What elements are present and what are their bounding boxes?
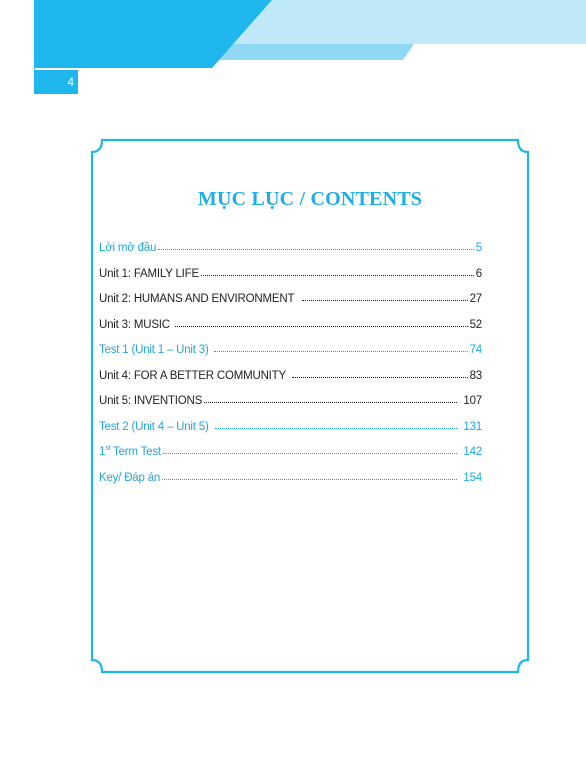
page-title: MỤC LỤC / CONTENTS (197, 188, 423, 210)
toc-entry-label: Test 1 (Unit 1 – Unit 3) (99, 344, 209, 356)
toc-entry-label: Lời mở đầu (99, 242, 157, 254)
toc-entry-page: 27 (469, 293, 482, 305)
toc-entry-page: 74 (469, 344, 482, 356)
dot-leader (201, 275, 474, 276)
dot-leader (302, 300, 467, 301)
toc-entry-page: 52 (469, 318, 482, 331)
toc-entry-test-2[interactable] (99, 421, 482, 447)
dot-leader (215, 428, 458, 429)
toc-entry-page: 6 (475, 267, 482, 280)
dot-leader (163, 453, 458, 454)
toc-entry-unit-1[interactable] (99, 268, 482, 294)
toc-entry-preface[interactable] (99, 242, 482, 268)
dot-leader (292, 377, 468, 378)
toc-entry-page: 142 (463, 446, 482, 458)
toc-entry-test-1[interactable] (99, 344, 482, 370)
toc-entry-label: 1st Term Test (99, 445, 161, 458)
toc-entry-label: Unit 2: HUMANS AND ENVIRONMENT (99, 293, 295, 305)
toc-entry-page: 154 (463, 471, 482, 484)
table-of-contents (99, 242, 482, 497)
toc-entry-answer-key[interactable] (99, 472, 482, 498)
toc-entry-first-term-test[interactable] (99, 446, 482, 472)
toc-entry-page: 83 (469, 369, 482, 382)
dot-leader (158, 249, 474, 250)
dot-leader (204, 402, 457, 403)
header-banner (0, 0, 586, 100)
page-number: 4 (34, 70, 78, 94)
toc-entry-unit-2[interactable] (99, 293, 482, 319)
toc-entry-label: Unit 4: FOR A BETTER COMMUNITY (99, 369, 286, 382)
dot-leader (162, 479, 457, 480)
toc-entry-label: Test 2 (Unit 4 – Unit 5) (99, 420, 209, 433)
dot-leader (175, 326, 468, 327)
toc-entry-page: 5 (475, 242, 482, 254)
toc-entry-label: Unit 3: MUSIC (99, 318, 170, 331)
toc-entry-label: Key/ Đáp án (99, 471, 161, 484)
toc-entry-page: 107 (463, 395, 482, 407)
toc-entry-unit-5[interactable] (99, 395, 482, 421)
dot-leader (214, 351, 468, 352)
toc-entry-label: Unit 1: FAMILY LIFE (99, 267, 199, 280)
toc-entry-unit-4[interactable] (99, 370, 482, 396)
toc-entry-unit-3[interactable] (99, 319, 482, 345)
toc-entry-page: 131 (463, 420, 482, 433)
toc-entry-label: Unit 5: INVENTIONS (99, 395, 203, 407)
